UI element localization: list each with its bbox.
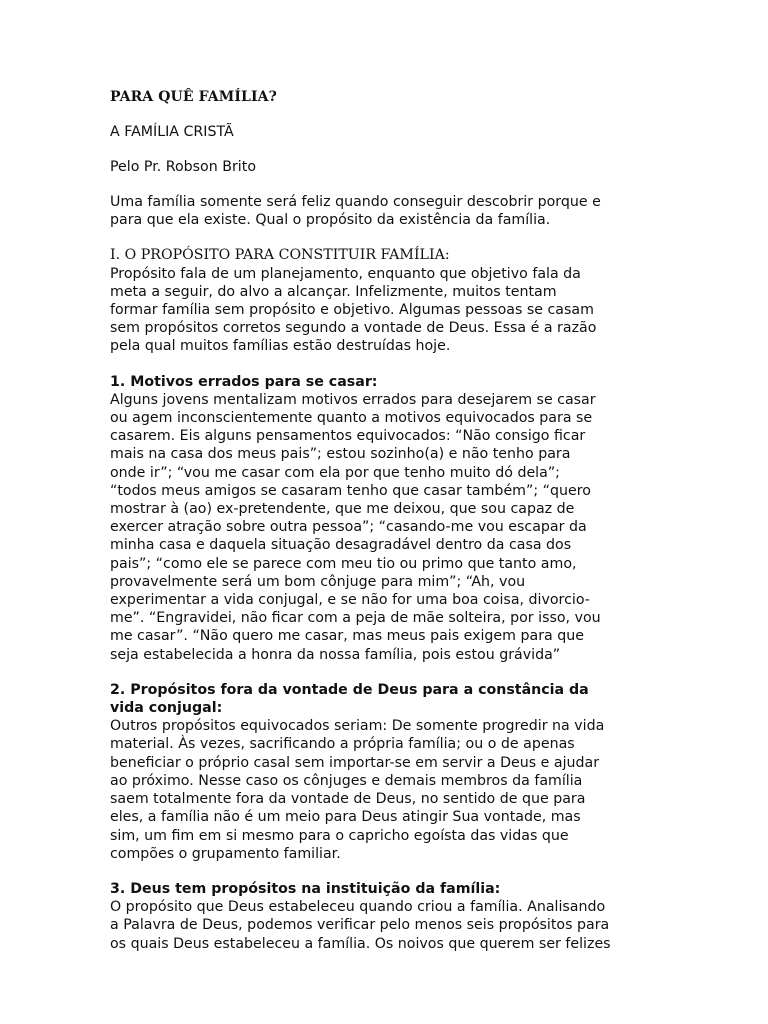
document-page xyxy=(110,88,658,970)
subsection-2-line: sim, um fim em si mesmo para o capricho egoísta das vidas que xyxy=(110,827,569,844)
section-1-line: meta a seguir, do alvo a alcançar. Infelizmente, muitos tentam xyxy=(110,283,557,300)
subsection-1-line: pais”; “como ele se parece com meu tio ou primo que tanto amo, xyxy=(110,555,577,572)
subsection-1-line: ou agem inconscientemente quanto a motivos equivocados para se xyxy=(110,410,593,427)
subsection-1-line: “todos meus amigos se casaram tenho que casar também”; “quero xyxy=(110,482,591,499)
document-title: PARA QUÊ FAMÍLIA? xyxy=(110,89,277,105)
subsection-1-line: Alguns jovens mentalizam motivos errados para desejarem se casar xyxy=(110,391,596,408)
intro-line: para que ela existe. Qual o propósito da existência da família. xyxy=(110,212,551,229)
subsection-2 xyxy=(110,681,658,863)
intro-paragraph xyxy=(110,193,658,229)
subsection-1-line: minha casa e daquela situação desagradável dentro da casa dos xyxy=(110,537,572,554)
subsection-2-line: saem totalmente fora da vontade de Deus, no sentido de que para xyxy=(110,791,586,808)
subsection-1-line: casarem. Eis alguns pensamentos equivocados: “Não consigo ficar xyxy=(110,428,586,445)
subsection-2-line: ao próximo. Nesse caso os cônjuges e demais membros da família xyxy=(110,772,583,789)
section-1 xyxy=(110,246,658,355)
subsection-3 xyxy=(110,880,658,953)
subsection-1 xyxy=(110,373,658,664)
subsection-1-heading: 1. Motivos errados para se casar: xyxy=(110,373,378,390)
subsection-1-line: exercer atração sobre outra pessoa”; “casando-me vou escapar da xyxy=(110,519,587,536)
section-1-line: Propósito fala de um planejamento, enquanto que objetivo fala da xyxy=(110,265,581,282)
subsection-2-line: beneficiar o próprio casal sem importar-se em servir a Deus e ajudar xyxy=(110,754,600,771)
subsection-2-line: eles, a família não é um meio para Deus atingir Sua vontade, mas xyxy=(110,809,581,826)
subsection-1-line: me casar”. “Não quero me casar, mas meus pais exigem para que xyxy=(110,628,584,645)
subsection-2-line: material. Às vezes, sacrificando a própria família; ou o de apenas xyxy=(110,736,575,753)
subsection-1-line: experimentar a vida conjugal, e se não for uma boa coisa, divorcio- xyxy=(110,592,590,609)
section-1-line: formar família sem propósito e objetivo. Algumas pessoas se casam xyxy=(110,302,594,319)
subsection-3-line: a Palavra de Deus, podemos verificar pelo menos seis propósitos para xyxy=(110,917,610,934)
document-subtitle: A FAMÍLIA CRISTÃ xyxy=(110,124,234,140)
subsection-3-line: O propósito que Deus estabeleceu quando criou a família. Analisando xyxy=(110,899,606,916)
subsection-1-line: onde ir”; “vou me casar com ela por que tenho muito dó dela”; xyxy=(110,464,560,481)
subsection-2-heading: 2. Propósitos fora da vontade de Deus para a constância da xyxy=(110,681,589,698)
subsection-1-line: provavelmente será um bom cônjuge para mim”; “Ah, vou xyxy=(110,573,526,590)
section-1-line: sem propósitos corretos segundo a vontade de Deus. Essa é a razão xyxy=(110,320,597,337)
subsection-2-line: compões o grupamento familiar. xyxy=(110,845,341,862)
subsection-2-line: Outros propósitos equivocados seriam: De somente progredir na vida xyxy=(110,718,605,735)
subsection-1-line: mais na casa dos meus pais”; estou sozinho(a) e não tenho para xyxy=(110,446,571,463)
intro-line: Uma família somente será feliz quando conseguir descobrir porque e xyxy=(110,194,601,210)
subsection-1-line: seja estabelecida a honra da nossa família, pois estou grávida” xyxy=(110,646,561,663)
author-line: Pelo Pr. Robson Brito xyxy=(110,159,256,175)
section-1-heading: I. O PROPÓSITO PARA CONSTITUIR FAMÍLIA: xyxy=(110,247,450,264)
subsection-2-heading: vida conjugal: xyxy=(110,700,223,717)
subsection-1-line: mostrar à (ao) ex-pretendente, que me deixou, que sou capaz de xyxy=(110,501,575,518)
subsection-3-heading: 3. Deus tem propósitos na instituição da família: xyxy=(110,880,501,897)
subsection-1-line: me”. “Engravidei, não ficar com a peja de mãe solteira, por isso, vou xyxy=(110,610,601,627)
section-1-line: pela qual muitos famílias estão destruídas hoje. xyxy=(110,338,451,355)
subsection-3-line: os quais Deus estabeleceu a família. Os noivos que querem ser felizes xyxy=(110,935,611,952)
